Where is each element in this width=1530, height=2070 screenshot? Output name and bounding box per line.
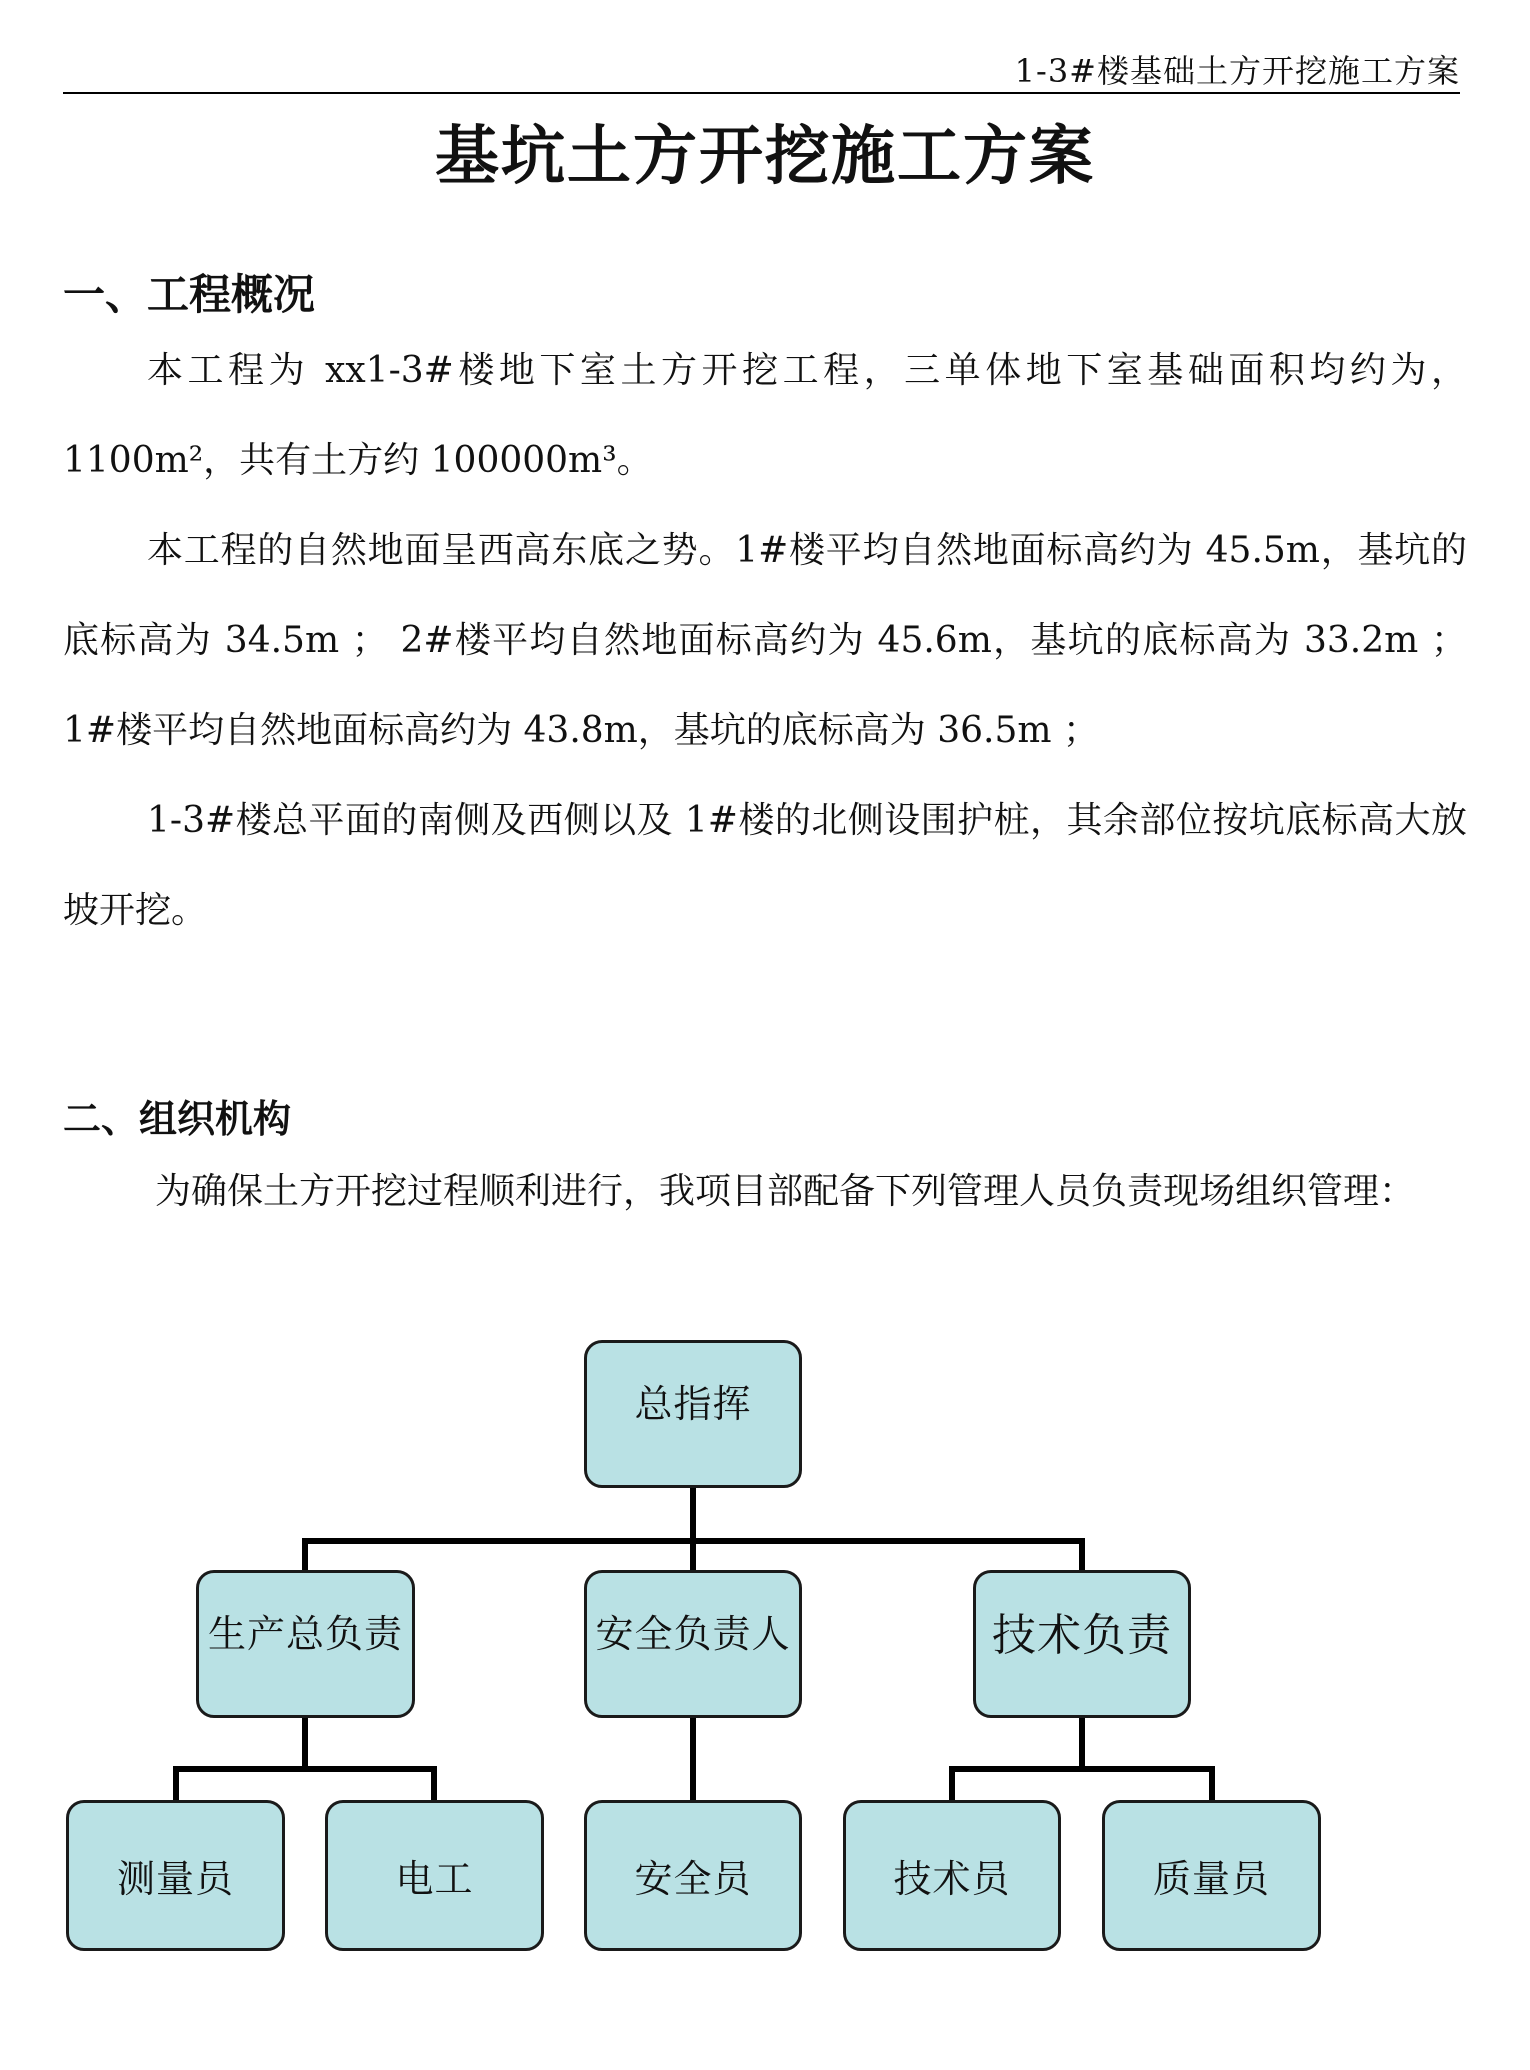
section-1-heading: 一、工程概况 xyxy=(63,270,316,319)
org-node-safety-officer xyxy=(584,1800,802,1951)
org-node-label: 生产总负责 xyxy=(207,1612,403,1656)
org-node-production-lead xyxy=(196,1570,415,1718)
org-node-label: 安全负责人 xyxy=(595,1612,791,1656)
running-title: 1-3#楼基础土方开挖施工方案 xyxy=(1014,52,1460,90)
org-node-surveyor xyxy=(66,1800,285,1951)
org-node-label: 技术员 xyxy=(893,1857,1011,1901)
org-node-quality-inspector xyxy=(1102,1800,1321,1951)
org-node-label: 总指挥 xyxy=(634,1382,752,1426)
section-1-paragraph-3: 1-3#楼总平面的南侧及西侧以及 1#楼的北侧设围护桩，其余部位按坑底标高大放坡开挖。 xyxy=(63,800,1467,931)
section-2-heading: 二、组织机构 xyxy=(63,1097,292,1141)
org-node-label: 技术负责 xyxy=(992,1610,1172,1661)
org-node-label: 测量员 xyxy=(116,1857,234,1901)
org-node-label: 质量员 xyxy=(1152,1857,1270,1901)
org-node-technician xyxy=(843,1800,1061,1951)
section-2-intro: 为确保土方开挖过程顺利进行，我项目部配备下列管理人员负责现场组织管理： xyxy=(155,1171,1416,1212)
org-node-safety-lead xyxy=(584,1570,802,1718)
org-node-technical-lead xyxy=(973,1570,1191,1718)
header-divider xyxy=(63,92,1460,94)
section-1-paragraph-2: 本工程的自然地面呈西高东底之势。1#楼平均自然地面标高约为 45.5m，基坑的底标高为 34.5m ； 2#楼平均自然地面标高约为 45.6m，基坑的底标高为 33.2m ； 1#楼平均自然地面标高约为 43.8m，基坑的底标高为 36.5m ； xyxy=(63,530,1467,751)
org-node-commander xyxy=(584,1340,802,1488)
org-node-electrician xyxy=(325,1800,544,1951)
document-title: 基坑土方开挖施工方案 xyxy=(435,120,1095,194)
org-node-label: 电工 xyxy=(395,1857,474,1901)
org-node-label: 安全员 xyxy=(634,1857,752,1901)
section-1-paragraph-1: 本工程为 xx1-3#楼地下室土方开挖工程，三单体地下室基础面积均约为，1100m²，共有土方约 100000m³。 xyxy=(63,350,1467,481)
